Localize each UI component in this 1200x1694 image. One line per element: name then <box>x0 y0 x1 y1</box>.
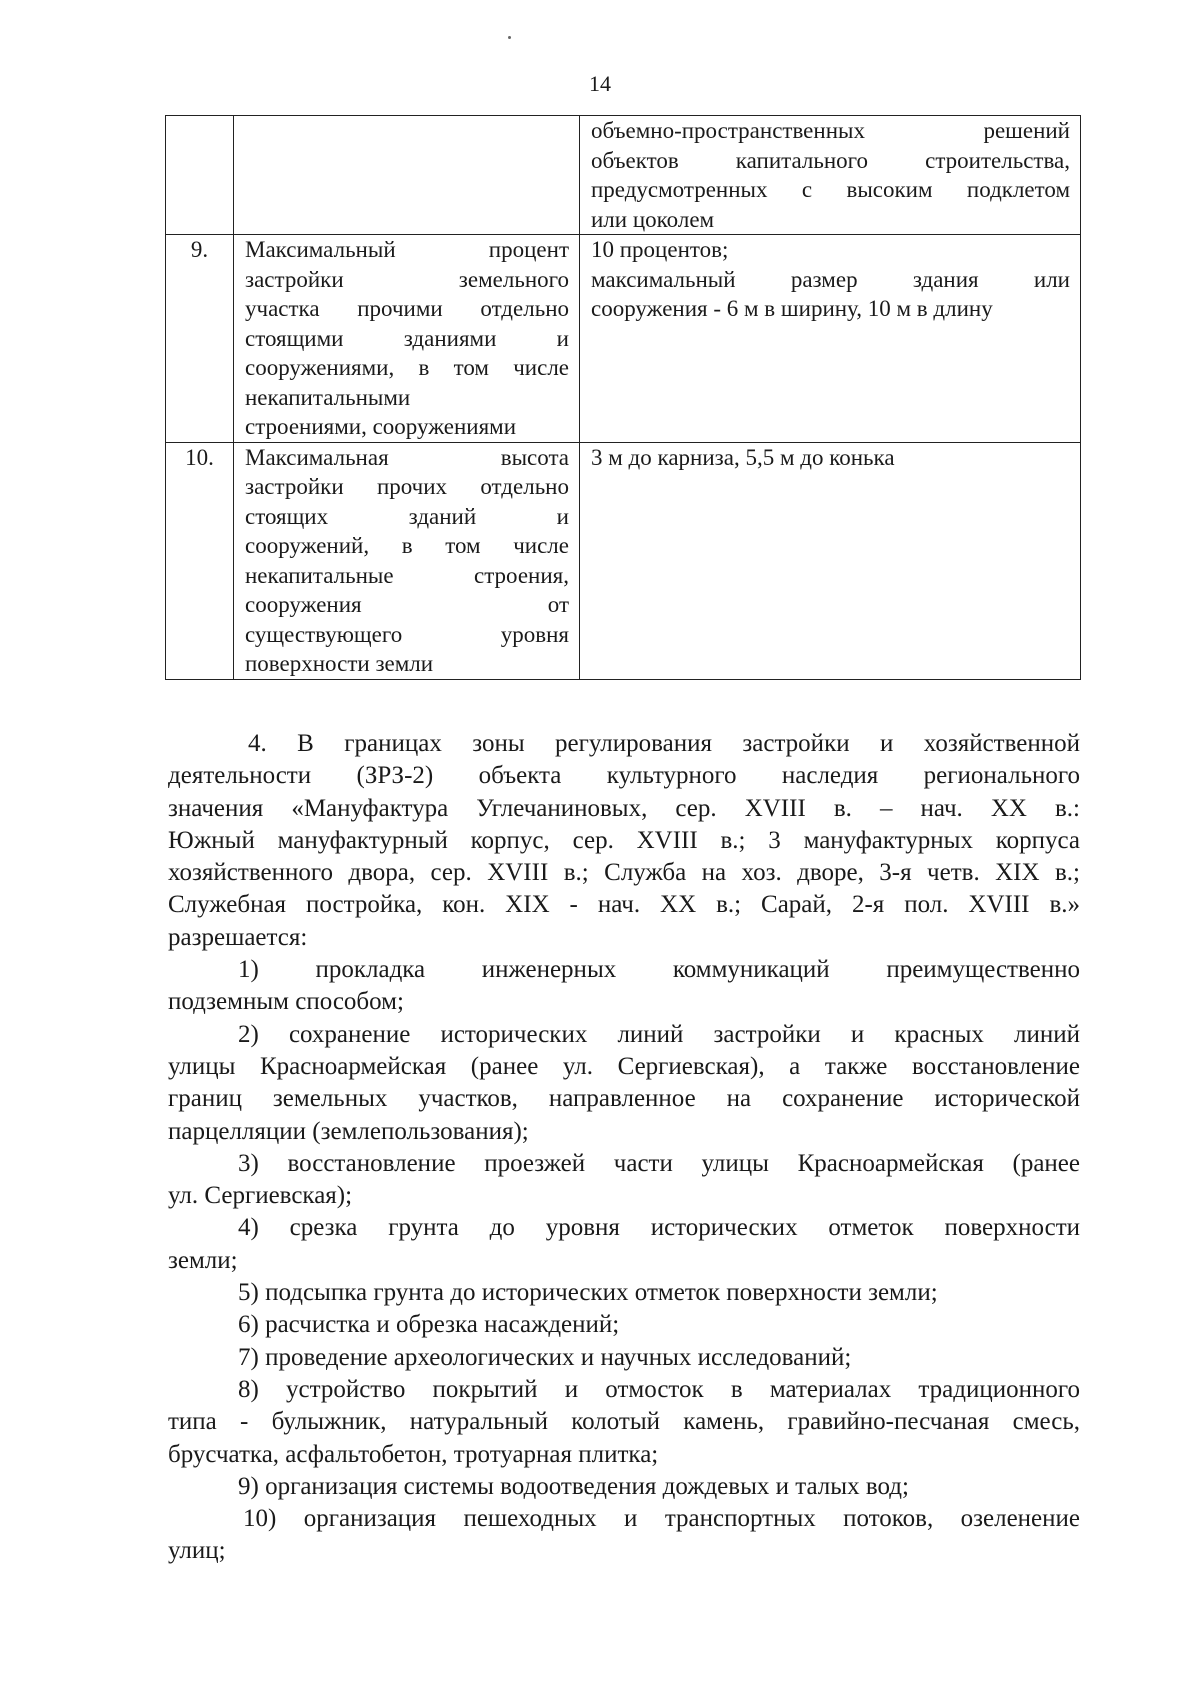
parameter-cell <box>234 116 580 235</box>
value-cell <box>580 116 1081 235</box>
text-line: ул. Сергиевская); <box>168 1182 353 1210</box>
cell-line: 10 процентов; <box>591 237 729 262</box>
cell-line: или цоколем <box>591 206 715 232</box>
list-item <box>168 1309 1080 1341</box>
text-line: 2) сохранение исторических линий застройки и красных линий <box>238 1020 1080 1048</box>
text-line: 9) организация системы водоотведения дождевых и талых вод; <box>238 1472 909 1500</box>
cell-line: строениями, сооружениями <box>245 414 517 439</box>
list-item <box>168 1277 1080 1309</box>
row-number <box>166 116 234 235</box>
text-line: 10) организация пешеходных и транспортных потоков, озеленение <box>243 1505 1080 1533</box>
cell-line: предусмотренных с высоким подклетом <box>591 177 1070 202</box>
cell-line: стоящими зданиями и <box>245 325 569 351</box>
cell-line: некапитальными <box>245 384 411 410</box>
list-item <box>168 1374 1080 1471</box>
text-line: 5) подсыпка грунта до исторических отметок поверхности земли; <box>238 1279 938 1307</box>
cell-line: стоящих зданий и <box>245 503 569 529</box>
text-line: брусчатка, асфальтобетон, тротуарная плитка; <box>168 1440 659 1468</box>
table-row <box>166 116 1081 235</box>
cell-line: некапитальные строения, <box>245 562 569 588</box>
text-line: 4) срезка грунта до уровня исторических отметок поверхности <box>238 1214 1080 1242</box>
cell-line: существующего уровня <box>245 621 569 647</box>
parameter-cell <box>234 442 580 679</box>
cell-line: сооружения - 6 м в ширину, 10 м в длину <box>591 296 993 321</box>
text-line: 3) восстановление проезжей части улицы Красноармейская (ранее <box>238 1149 1080 1177</box>
cell-line: участка прочими отдельно <box>245 296 569 321</box>
cell-line: сооружения от <box>245 592 569 617</box>
text-line: подземным способом; <box>168 988 404 1016</box>
regulation-table <box>165 115 1081 680</box>
cell-line: застройки земельного <box>245 266 569 292</box>
text-line: Служебная постройка, кон. XIX - нач. XX в.; Сарай, 2-я пол. XVIII в.» <box>168 891 1080 919</box>
list-item <box>168 1342 1080 1374</box>
scan-speck <box>508 36 511 39</box>
cell-line: объектов капитального строительства, <box>591 147 1070 173</box>
table-row <box>166 235 1081 443</box>
cell-line: максимальный размер здания или <box>591 266 1070 292</box>
cell-line: Максимальная высота <box>245 444 569 470</box>
text-line: деятельности (ЗРЗ-2) объекта культурного наследия регионального <box>168 762 1080 790</box>
text-line: значения «Мануфактура Углечаниновых, сер. XVIII в. – нач. XX в.: <box>168 794 1080 822</box>
text-line: типа - булыжник, натуральный колотый камень, гравийно-песчаная смесь, <box>168 1408 1080 1436</box>
text-line: улицы Красноармейская (ранее ул. Сергиевская), а также восстановление <box>168 1052 1080 1080</box>
text-line: земли; <box>168 1246 238 1274</box>
row-number: 10. <box>166 442 234 679</box>
list-item <box>168 1212 1080 1277</box>
cell-line: объемно-пространственных решений <box>591 118 1070 143</box>
page-number: 14 <box>589 71 611 96</box>
list-item <box>168 954 1080 1019</box>
row-number: 9. <box>166 235 234 443</box>
cell-line: застройки прочих отдельно <box>245 474 569 499</box>
text-line: 8) устройство покрытий и отмосток в материалах традиционного <box>238 1375 1080 1403</box>
text-line: границ земельных участков, направленное на сохранение исторической <box>168 1085 1080 1113</box>
cell-line: сооружениями, в том числе <box>245 355 569 380</box>
text-line: 1) прокладка инженерных коммуникаций преимущественно <box>238 956 1080 984</box>
text-line: 4. В границах зоны регулирования застройки и хозяйственной <box>248 730 1080 757</box>
list-item <box>168 1503 1080 1568</box>
document-body <box>168 728 1080 1568</box>
value-cell <box>580 235 1081 443</box>
text-line: парцелляции (землепользования); <box>168 1117 529 1145</box>
list-item <box>168 1148 1080 1213</box>
list-item <box>168 1019 1080 1148</box>
text-line: разрешается: <box>168 923 308 951</box>
text-line: 7) проведение археологических и научных исследований; <box>238 1343 852 1371</box>
parameter-cell <box>234 235 580 443</box>
paragraph-4 <box>168 728 1080 954</box>
text-line: Южный мануфактурный корпус, сер. XVIII в.; 3 мануфактурных корпуса <box>168 826 1080 854</box>
cell-line: поверхности земли <box>245 651 434 676</box>
text-line: 6) расчистка и обрезка насаждений; <box>238 1311 620 1339</box>
cell-line: сооружений, в том числе <box>245 533 569 558</box>
value-cell <box>580 442 1081 679</box>
list-item <box>168 1471 1080 1503</box>
cell-line: 3 м до карниза, 5,5 м до конька <box>591 444 895 470</box>
text-line: улиц; <box>168 1537 226 1565</box>
cell-line: Максимальный процент <box>245 237 569 262</box>
text-line: хозяйственного двора, сер. XVIII в.; Служба на хоз. дворе, 3-я четв. XIX в.; <box>168 859 1080 887</box>
table-row <box>166 442 1081 679</box>
